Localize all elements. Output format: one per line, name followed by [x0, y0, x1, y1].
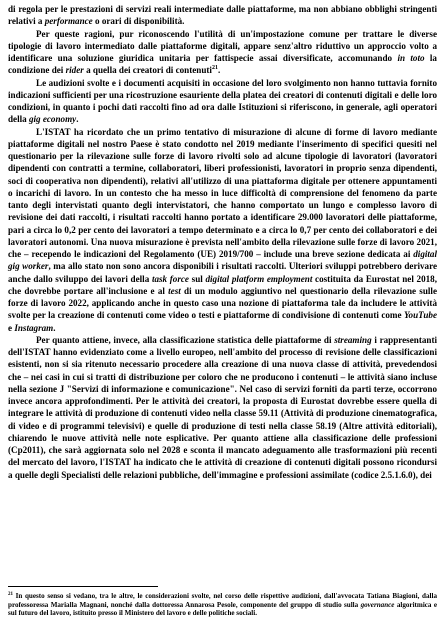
- text-run: Le audizioni svolte e i documenti acquisiti in occasione del loro svolgimento non hanno tuttavia fornito indicazioni sufficienti per una ricostruzione esauriente della platea dei creatori di contenuti digitali e delle loro condizioni, in quanto i pochi dati raccolti fino ad ora dalle Istituzioni si riferiscono, in generale, agli operatori della: [8, 77, 437, 125]
- italic-run: governance: [360, 600, 395, 609]
- footnote: [8, 592, 437, 618]
- text-run: In questo senso si vedano, tra le altre, le considerazioni svolte, nel corso delle rispettive audizioni, dall'avvocata Tatiana Biagioni, dalla professoressa Marialla Magnani, nonché dalla dottoressa Annarosa Pesole, componente del gruppo di studio sulla: [8, 592, 437, 609]
- italic-run: rider: [65, 65, 84, 76]
- text-run: Per quanto attiene, invece, alla classificazione statistica delle piattaforme di: [36, 334, 335, 345]
- text-run: o orari di disponibilità.: [92, 16, 185, 27]
- italic-run: performance: [44, 16, 93, 27]
- footnote-reference[interactable]: 21: [211, 65, 218, 72]
- text-run: .: [217, 65, 221, 76]
- italic-run: YouTube: [403, 310, 437, 321]
- paragraph-4: [8, 334, 437, 481]
- text-run: L'ISTAT ha ricordato che un primo tentativo di misurazione di alcune di forme di lavoro mediante piattaforme digitali nel nostro Paese è stato condotto nel 2019 mediante l'inserimento di specifici quesiti nel questionario per la rilevazione sulle forze di lavoro rivolti solo ad alcune tipologie di lavoratori (lavoratori dipendenti con contratti a termine, collaboratori, liberi professionisti, lavoratori in proprio senza dipendenti, soci di cooperativa non dipendenti), relativi all'utilizzo di una piattaforma digitale per ottenere appuntamenti o incarichi di lavoro. In un contesto che ha messo in luce difficoltà di comprensione del fenomeno da parte tanto degli intervistati quanto degli intervistatori, che hanno comportato un lungo e complesso lavoro di revisione dei dati raccolti, i risultati raccolti hanno portato a identificare 29.000 lavoratori delle piattaforme, pari a circa lo 0,2 per cento dei lavoratori a tempo determinato e a circa lo 0,7 per cento dei collaboratori e dei lavoratori autonomi. Una nuova misurazione è prevista nell'ambito della rilevazione sulle forze di lavoro 2021, che – recependo le indicazioni del Regolamento (UE) 2019/700 – include una breve sezione dedicata ai: [8, 126, 437, 259]
- text-run: i rappresentanti dell'ISTAT hanno evidenziato come a livello europeo, nell'ambito del processo di revisione delle classificazioni esistenti, non si sia ritenuto necessario procedere alla creazione di una nuova classe di attività, prevedendosi che – nei casi in cui si tratti di distribuzione per coloro che ne producono i contenuti – le attività siano incluse nella sezione J "Servizi di informazione e comunicazione". Nel caso di servizi forniti da parti terze, occorrono invece ancora approfondimenti. Per le attività dei creatori, la proposta di Eurostat dovrebbe essere quella di integrare le attività di produzione di contenuti video nella classe 59.11 (Attività di produzione cinematografica, di video e di programmi televisivi) e quelle di produzione di testi nella classe 58.19 (Altre attività editoriali), chiarendo le nuove attività nelle note esplicative. Per quanto attiene alla classificazione delle professioni (Cp2011), che sarà aggiornata solo nel 2028 e sconta il mancato adeguamento alle trasformazioni più recenti del mercato del lavoro, l'ISTAT ha indicato che le attività di creazione di contenuti digitali possono ricondursi a quelle degli Specialisti delle relazioni pubbliche, dell'immagine e professioni assimilate (codice 2.5.1.6.0), dei: [8, 334, 438, 480]
- paragraph-1: [8, 28, 437, 77]
- footnote-21: [8, 592, 437, 618]
- paragraph-3: [8, 126, 437, 334]
- text-run: di regola per le prestazioni di servizi reali intermediate dalle piattaforme, ma non abbiano obblighi stringenti relativi a: [8, 4, 437, 27]
- text-run: .: [53, 322, 56, 333]
- text-run: algoritmica e sul futuro del lavoro, istituito presso il Ministero del lavoro e delle politiche sociali.: [8, 600, 437, 618]
- italic-run: test: [168, 285, 181, 296]
- text-run: .: [76, 114, 79, 125]
- text-run: a quella dei creatori di contenuti: [83, 65, 212, 76]
- text-run: di un modulo aggiuntivo nel questionario della rilevazione sulle forze di lavoro 2022, applicando anche in questo caso una nozione di piattaforma tale da includere le attività svolte per la creazione di contenuti come video o testi e piattaforme di condivisione di contenuti come: [8, 285, 437, 321]
- footnote-separator: [8, 586, 158, 587]
- body-text: [8, 3, 437, 481]
- italic-run: gig economy: [28, 114, 77, 125]
- text-run: costituita da Eurostat nel 2018, che dovrebbe portare all'inclusione e al: [8, 273, 437, 296]
- italic-run: Instagram: [14, 322, 54, 333]
- italic-run: digital gig worker: [8, 249, 437, 272]
- text-run: la condizione dei: [8, 53, 437, 76]
- italic-run: digital platform employment: [205, 273, 313, 284]
- text-run: e: [8, 322, 15, 333]
- paragraph-2: [8, 77, 437, 126]
- paragraph-0: [8, 3, 437, 28]
- footnote-number: 21: [8, 592, 13, 597]
- italic-run: task force: [151, 273, 189, 284]
- italic-run: streaming: [334, 334, 372, 345]
- text-run: , ma allo stato non sono ancora disponibili i risultati raccolti. Ulteriori sviluppi potrebbero derivare anche dallo sviluppo dei lavori della: [8, 261, 438, 284]
- italic-run: in toto: [397, 53, 425, 63]
- text-run: Per queste ragioni, pur riconoscendo l'utilità di un'impostazione comune per trattare le diverse tipologie di lavoro intermediato dalle piattaforme digitali, appare senz'altro riduttivo un approccio volto a identificare una soluzione giuridica unitaria per fattispecie assai diversificate, accomunando: [8, 28, 437, 63]
- text-run: sul: [188, 273, 206, 284]
